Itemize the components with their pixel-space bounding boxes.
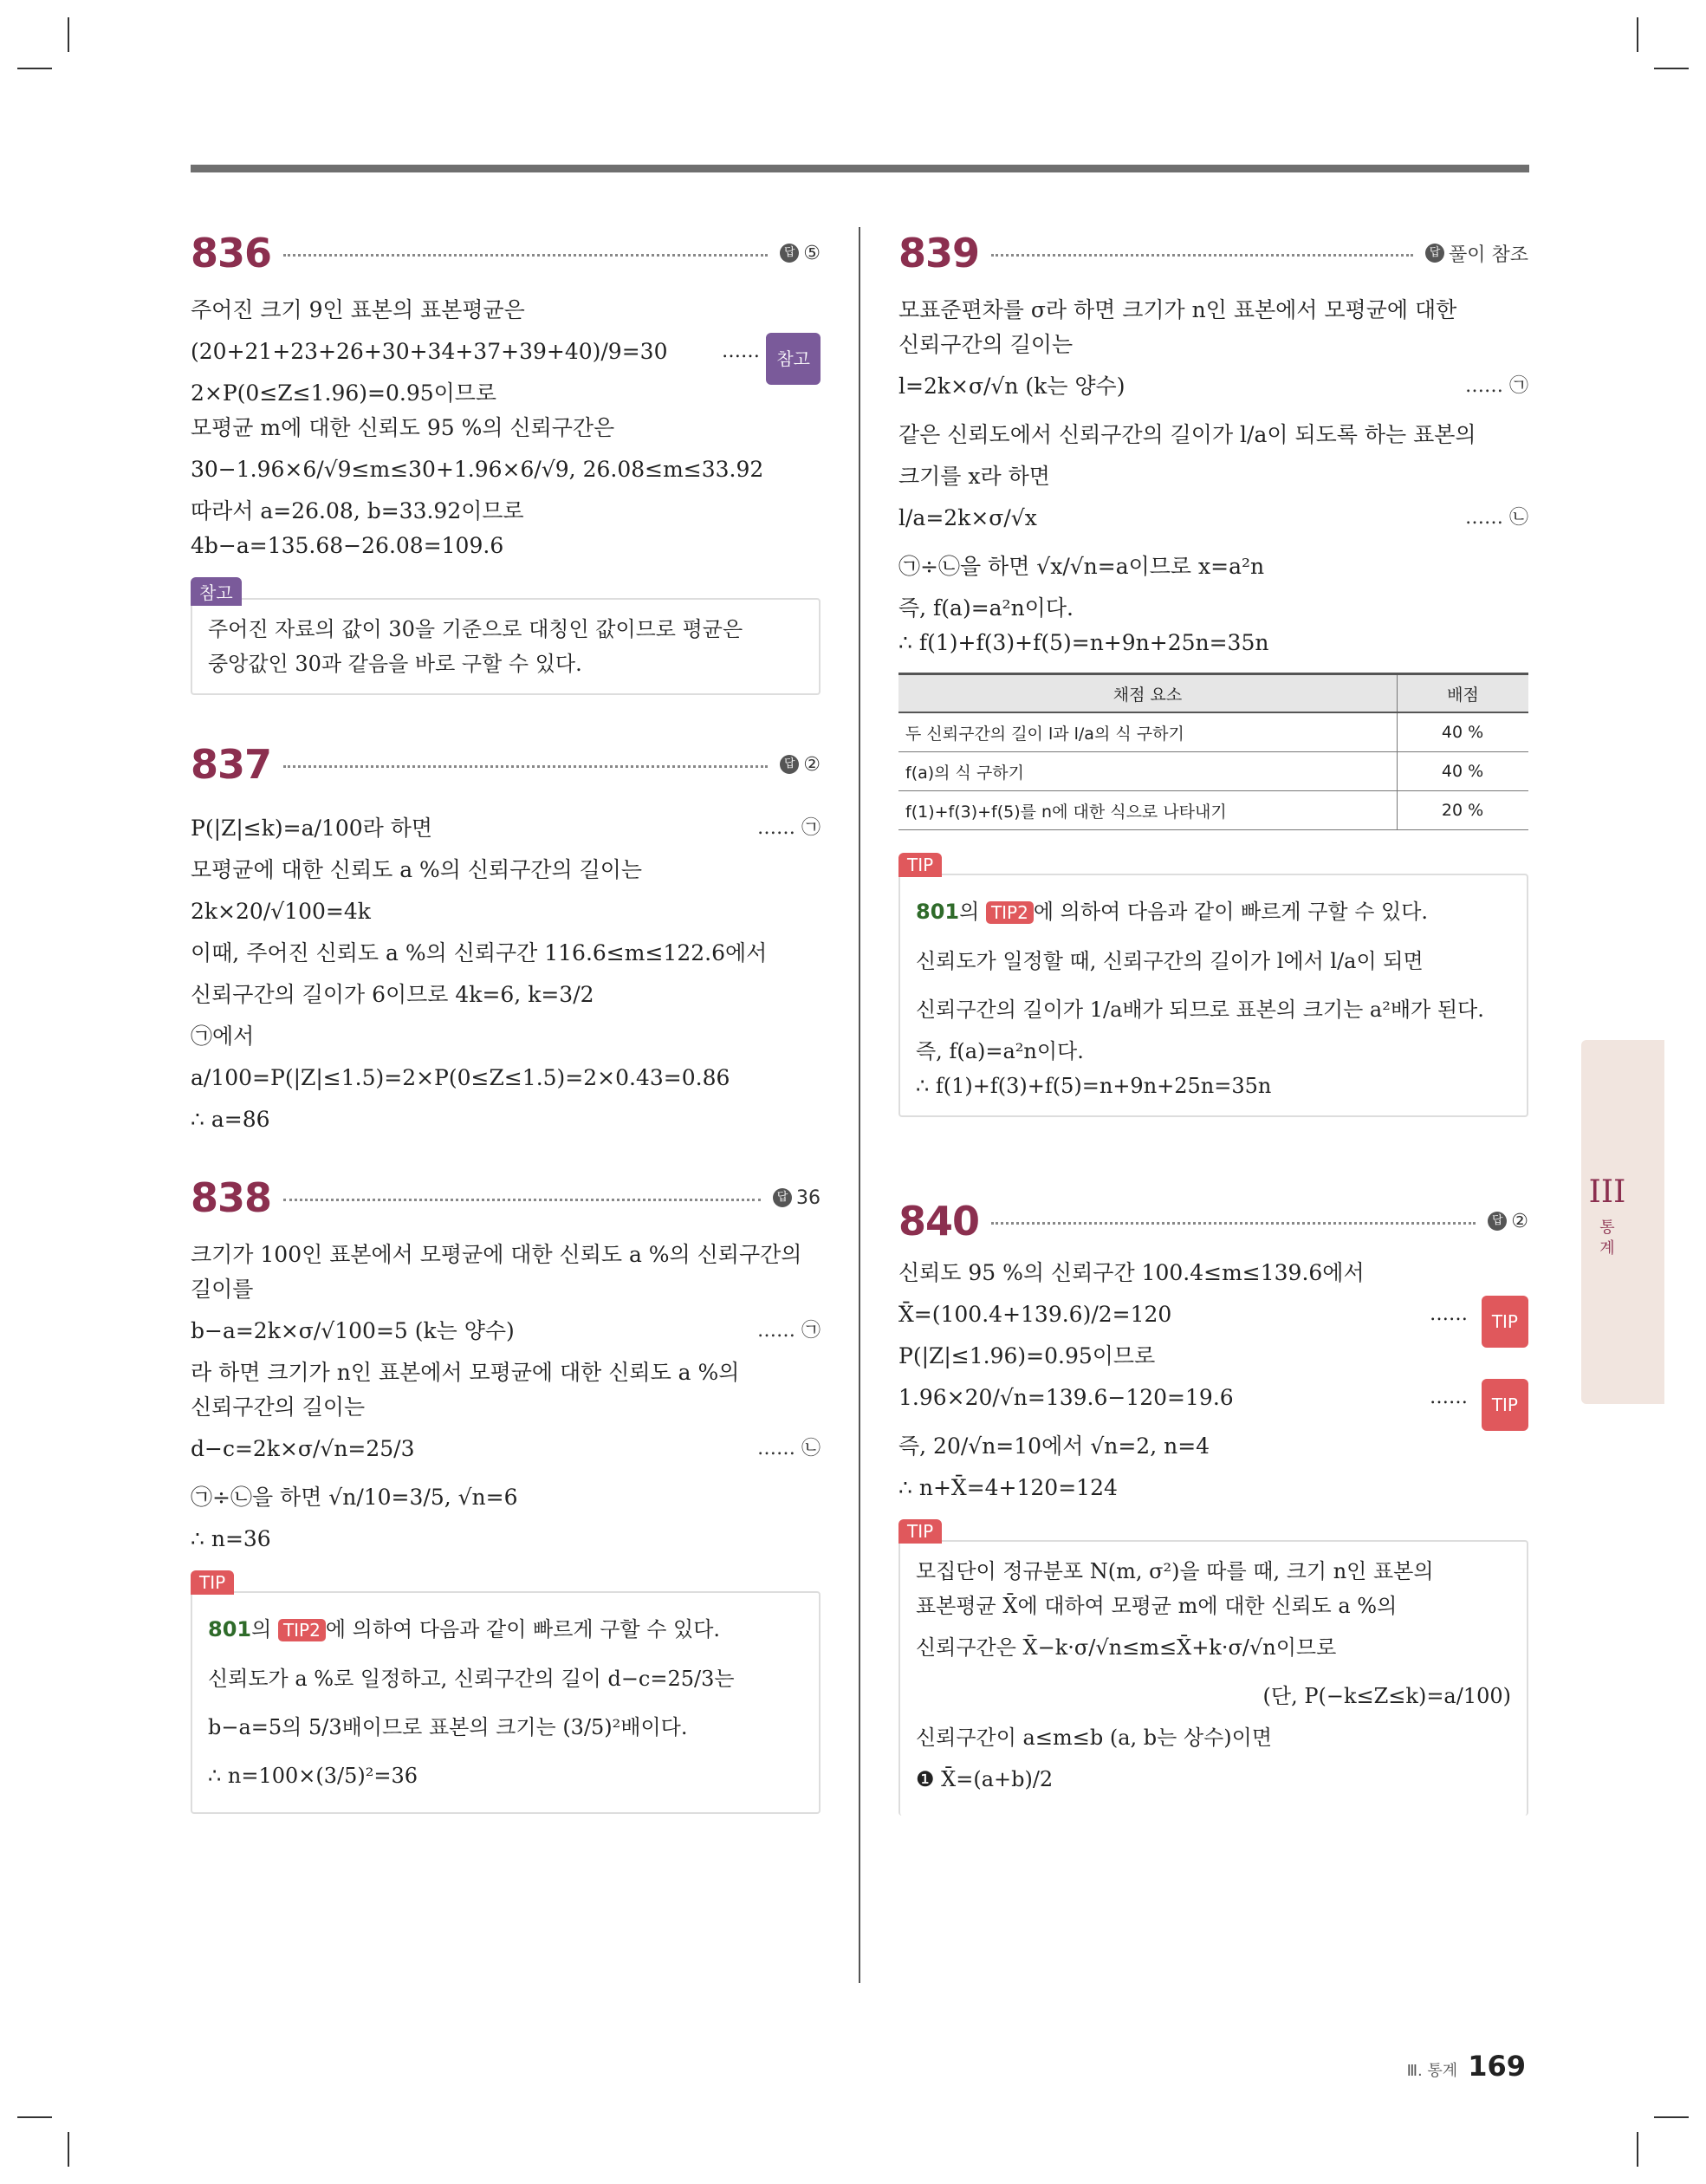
- table-cell: 두 신뢰구간의 길이 l과 l/a의 식 구하기: [898, 712, 1398, 752]
- tip-line: 표본평균 X̄에 대하여 모평균 m에 대한 신뢰도 a %의: [916, 1594, 1398, 1618]
- tip-line: 신뢰구간의 길이가 1/a배가 되므로 표본의 크기는 a²배가 된다.: [916, 998, 1484, 1022]
- problem-839: [898, 227, 1528, 1117]
- page-footer: [1407, 2050, 1526, 2083]
- answer-icon: 답: [1425, 244, 1444, 263]
- left-column: [191, 227, 821, 1814]
- leader-dots: [283, 254, 768, 257]
- leader-dots: [283, 1199, 761, 1201]
- problem-837: [191, 738, 821, 1137]
- tip-line: 신뢰구간은 X̄−k·σ/√n≤m≤X̄+k·σ/√n이므로: [916, 1635, 1337, 1660]
- leader-dots: ……: [1430, 1387, 1468, 1408]
- solution-line: 라 하면 크기가 n인 표본에서 모평균에 대한 신뢰도 a %의: [191, 1360, 740, 1385]
- equation: X̄=(100.4+139.6)/2=120: [898, 1302, 1172, 1327]
- table-cell: 40 %: [1398, 712, 1529, 752]
- scoring-table: [898, 673, 1528, 830]
- tip-box-label: TIP: [898, 853, 942, 877]
- table-row: [898, 712, 1528, 752]
- chapter-side-tab: [1581, 1040, 1664, 1404]
- table-header: 배점: [1398, 674, 1529, 713]
- answer-value: 풀이 참조: [1448, 244, 1528, 266]
- problem-840: [898, 1195, 1528, 1816]
- answer-icon: 답: [780, 244, 799, 263]
- equation: (20+21+23+26+30+34+37+39+40)/9=30: [191, 339, 668, 364]
- solution-line: 크기를 x라 하면: [898, 464, 1050, 489]
- solution-line: 즉, f(a)=a²n이다.: [898, 595, 1074, 621]
- table-row: [898, 791, 1528, 830]
- table-cell: 40 %: [1398, 752, 1529, 791]
- problem-header: [191, 227, 821, 279]
- solution-line: ∴ f(1)+f(3)+f(5)=n+9n+25n=35n: [898, 630, 1269, 655]
- solution-line: [191, 1425, 821, 1473]
- solution-line: [191, 804, 821, 853]
- solution-line: 주어진 크기 9인 표본의 표본평균은: [191, 297, 525, 322]
- table-header: 채점 요소: [898, 674, 1398, 713]
- leader-dots: [991, 254, 1413, 257]
- leader-dots: [991, 1222, 1476, 1225]
- tip-line: ∴ f(1)+f(3)+f(5)=n+9n+25n=35n: [916, 1074, 1272, 1098]
- solution-line: [898, 1374, 1528, 1422]
- tip-tag: TIP: [1482, 1379, 1528, 1431]
- leader-dots: ……: [722, 341, 760, 362]
- solution-line: 크기가 100인 표본에서 모평균에 대한 신뢰도 a %의 신뢰구간의: [191, 1242, 802, 1267]
- solution-line: 따라서 a=26.08, b=33.92이므로: [191, 498, 524, 523]
- solution-line: ∴ a=86: [191, 1107, 270, 1132]
- answer-value: ②: [803, 753, 821, 776]
- problem-header: [191, 738, 821, 790]
- solution-line: 모표준편차를 σ라 하면 크기가 n인 표본에서 모평균에 대한: [898, 297, 1457, 322]
- note-line: 주어진 자료의 값이 30을 기준으로 대칭인 값이므로 평균은: [208, 617, 743, 641]
- solution-line: ∴ n+X̄=4+120=124: [898, 1475, 1118, 1500]
- equation: d−c=2k×σ/√n=25/3: [191, 1436, 415, 1461]
- crop-mark: [1637, 17, 1638, 52]
- solution-line: 4b−a=135.68−26.08=109.6: [191, 533, 504, 558]
- crop-mark: [1637, 2132, 1638, 2167]
- answer-icon: 답: [773, 1188, 792, 1207]
- crop-mark: [68, 17, 69, 52]
- solution-line: ㉠에서: [191, 1024, 255, 1049]
- leader-dots: [283, 765, 768, 768]
- solution-line: [191, 1307, 821, 1355]
- page-number: 169: [1468, 2050, 1526, 2083]
- solution-line: 즉, 20/√n=10에서 √n=2, n=4: [898, 1433, 1210, 1459]
- footer-chapter: Ⅲ. 통계: [1406, 2062, 1458, 2080]
- equation: 1.96×20/√n=139.6−120=19.6: [898, 1385, 1234, 1410]
- problem-number: 838: [191, 1174, 272, 1221]
- solution-line: 30−1.96×6/√9≤m≤30+1.96×6/√9, 26.08≤m≤33.92: [191, 457, 764, 482]
- solution-line: 2k×20/√100=4k: [191, 899, 371, 924]
- crop-mark: [17, 2116, 52, 2118]
- tip-box-label: TIP: [898, 1519, 942, 1544]
- solution-line: 신뢰도 95 %의 신뢰구간 100.4≤m≤139.6에서: [898, 1260, 1365, 1285]
- problem-header: [898, 1195, 1528, 1247]
- solution-line: 신뢰구간의 길이는: [191, 1394, 366, 1420]
- tip-box: [898, 1521, 1528, 1816]
- solution-line: 길이를: [191, 1277, 254, 1302]
- solution-line: P(|Z|≤1.96)=0.95이므로: [898, 1343, 1156, 1368]
- tip-tag: TIP: [1482, 1296, 1528, 1348]
- table-row: [898, 752, 1528, 791]
- answer: [1425, 240, 1528, 267]
- solution-line: 모평균에 대한 신뢰도 a %의 신뢰구간의 길이는: [191, 857, 643, 882]
- problem-number: 840: [898, 1198, 980, 1245]
- crop-mark: [68, 2132, 69, 2167]
- equation-marker: …… ㉡: [1464, 507, 1528, 529]
- answer: [1488, 1211, 1528, 1232]
- solution-line: 모평균 m에 대한 신뢰도 95 %의 신뢰구간은: [191, 415, 615, 440]
- tip2-badge: TIP2: [986, 901, 1034, 924]
- crop-mark: [1654, 2116, 1689, 2118]
- tip-box: [898, 855, 1528, 1117]
- tip-line: 801의 TIP2 에 의하여 다음과 같이 빠르게 구할 수 있다.: [208, 1617, 721, 1641]
- problem-number: 836: [191, 230, 272, 276]
- tip-line: ❶ X̄=(a+b)/2: [916, 1767, 1054, 1791]
- answer: [780, 243, 821, 264]
- tip-box: [191, 1572, 821, 1814]
- solution-line: [898, 362, 1528, 411]
- solution-line: ∴ n=36: [191, 1526, 271, 1551]
- solution-line: ㉠÷㉡을 하면 √x/√n=a이므로 x=a²n: [898, 554, 1265, 579]
- problem-header: [898, 227, 1528, 279]
- leader-dots: ……: [1430, 1303, 1468, 1325]
- equation-marker: …… ㉠: [1464, 375, 1528, 397]
- equation: P(|Z|≤k)=a/100라 하면: [191, 816, 433, 841]
- tip-line: 801의 TIP2 에 의하여 다음과 같이 빠르게 구할 수 있다.: [916, 900, 1429, 924]
- tip2-badge: TIP2: [278, 1619, 326, 1641]
- table-cell: 20 %: [1398, 791, 1529, 830]
- solution-line: ㉠÷㉡을 하면 √n/10=3/5, √n=6: [191, 1485, 518, 1510]
- solution-line: 신뢰구간의 길이가 6이므로 4k=6, k=3/2: [191, 982, 594, 1007]
- equation-marker: …… ㉠: [756, 817, 821, 839]
- solution-line: [898, 494, 1528, 543]
- answer-icon: 답: [780, 755, 799, 774]
- right-column: [898, 227, 1528, 1816]
- equation-marker: …… ㉠: [756, 1320, 821, 1342]
- chapter-roman-numeral: III: [1588, 1174, 1626, 1210]
- note-line: 중앙값인 30과 같음을 바로 구할 수 있다.: [208, 652, 582, 676]
- equation-marker: …… ㉡: [756, 1438, 821, 1459]
- table-cell: f(a)의 식 구하기: [898, 752, 1398, 791]
- answer-value: 36: [796, 1186, 821, 1209]
- tip-line: 신뢰도가 a %로 일정하고, 신뢰구간의 길이 d−c=25/3는: [208, 1667, 735, 1691]
- note-box: [191, 582, 821, 695]
- answer-value: ②: [1511, 1210, 1528, 1232]
- problem-header: [191, 1172, 821, 1224]
- note-tag: 참고: [766, 333, 821, 385]
- reference-number: 801: [208, 1617, 252, 1641]
- answer: [780, 754, 821, 776]
- tip-line: 신뢰도가 일정할 때, 신뢰구간의 길이가 l에서 l/a이 되면: [916, 949, 1424, 973]
- crop-mark: [1654, 68, 1689, 69]
- solution-line: 같은 신뢰도에서 신뢰구간의 길이가 l/a이 되도록 하는 표본의: [898, 422, 1476, 447]
- solution-line: [191, 328, 821, 376]
- answer: [773, 1187, 821, 1209]
- crop-mark: [17, 68, 52, 69]
- problem-number: 837: [191, 741, 272, 788]
- tip-line: b−a=5의 5/3배이므로 표본의 크기는 (3/5)²배이다.: [208, 1715, 688, 1739]
- chapter-label: 통 계: [1599, 1219, 1615, 1258]
- solution-line: a/100=P(|Z|≤1.5)=2×P(0≤Z≤1.5)=2×0.43=0.86: [191, 1065, 730, 1090]
- note-box-label: 참고: [191, 577, 242, 606]
- column-divider: [859, 227, 860, 1983]
- solution-line: 신뢰구간의 길이는: [898, 332, 1074, 357]
- tip-line: (단, P(−k≤Z≤k)=a/100): [1262, 1684, 1511, 1708]
- problem-838: [191, 1172, 821, 1814]
- equation: l/a=2k×σ/√x: [898, 505, 1037, 530]
- tip-line: 모집단이 정규분포 N(m, σ²)을 따를 때, 크기 n인 표본의: [916, 1559, 1434, 1583]
- answer-icon: 답: [1488, 1212, 1507, 1231]
- equation: l=2k×σ/√n (k는 양수): [898, 374, 1125, 399]
- tip-box-label: TIP: [191, 1570, 234, 1595]
- equation: b−a=2k×σ/√100=5 (k는 양수): [191, 1318, 515, 1343]
- problem-836: [191, 227, 821, 695]
- table-cell: f(1)+f(3)+f(5)를 n에 대한 식으로 나타내기: [898, 791, 1398, 830]
- solution-line: 2×P(0≤Z≤1.96)=0.95이므로: [191, 380, 497, 406]
- reference-number: 801: [916, 900, 960, 924]
- tip-line: ∴ n=100×(3/5)²=36: [208, 1764, 418, 1788]
- tip-line: 즉, f(a)=a²n이다.: [916, 1039, 1084, 1063]
- header-rule: [191, 165, 1529, 172]
- solution-line: [898, 1290, 1528, 1339]
- solution-line: 이때, 주어진 신뢰도 a %의 신뢰구간 116.6≤m≤122.6에서: [191, 940, 768, 965]
- tip-line: 신뢰구간이 a≤m≤b (a, b는 상수)이면: [916, 1726, 1273, 1750]
- problem-number: 839: [898, 230, 980, 276]
- answer-value: ⑤: [803, 242, 821, 264]
